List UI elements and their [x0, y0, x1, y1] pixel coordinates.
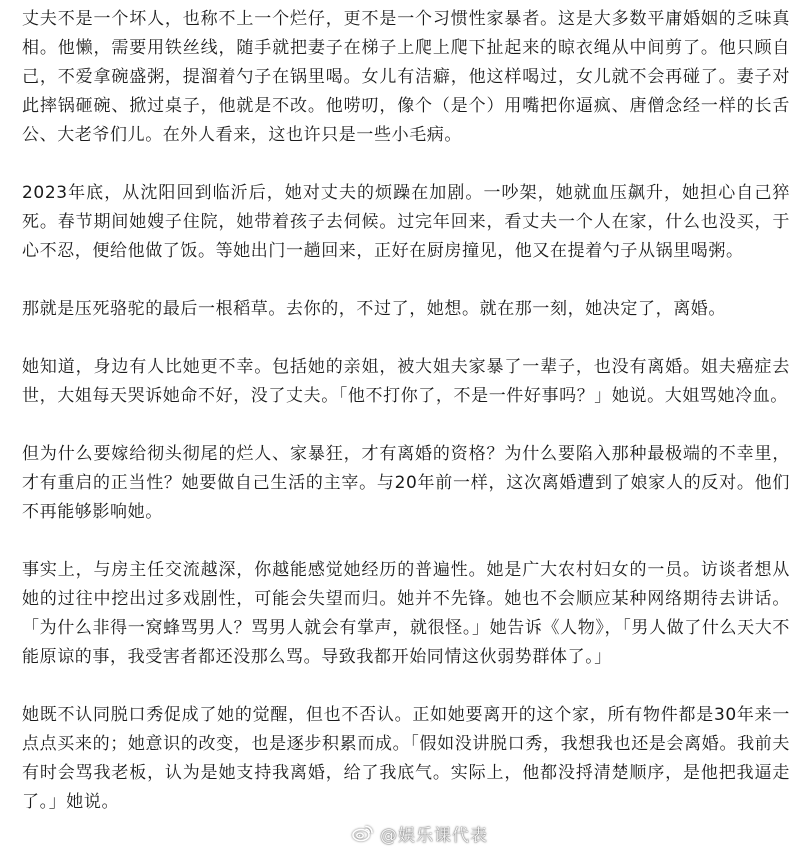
article-body [22, 0, 790, 817]
paragraph: 事实上，与房主任交流越深，你越能感觉她经历的普遍性。她是广大农村妇女的一员。访谈者想从她的过往中挖出过多戏剧性，可能会失望而归。她并不先锋。她也不会顺应某种网络期待去讲话。「为什么非得一窝蜂骂男人？骂男人就会有掌声，就很怪。」她告诉《人物》，「男人做了什么天大不能原谅的事，我受害者都还没那么骂。导致我都开始同情这伙弱势群体了。」 [22, 560, 790, 667]
paragraph: 那就是压死骆驼的最后一根稻草。去你的，不过了，她想。就在那一刻，她决定了，离婚。 [22, 299, 726, 319]
watermark [352, 820, 488, 846]
paragraph: 她既不认同脱口秀促成了她的觉醒，但也不否认。正如她要离开的这个家，所有物件都是30年来一点点买来的；她意识的改变，也是逐步积累而成。「假如没讲脱口秀，我想我也还是会离婚。我前夫有时会骂我老板，认为是她支持我离婚，给了我底气。实际上，他都没捋清楚顺序，是他把我逼走了。」她说。 [22, 705, 790, 812]
paragraph: 2023年底，从沈阳回到临沂后，她对丈夫的烦躁在加剧。一吵架，她就血压飙升，她担心自己猝死。春节期间她嫂子住院，她带着孩子去伺候。过完年回来，看丈夫一个人在家，什么也没买，于心不忍，便给他做了饭。等她出门一趟回来，正好在厨房撞见，他又在提着勺子从锅里喝粥。 [22, 183, 790, 261]
paragraph: 她知道，身边有人比她更不幸。包括她的亲姐，被大姐夫家暴了一辈子，也没有离婚。姐夫癌症去世，大姐每天哭诉她命不好，没了丈夫。「他不打你了，不是一件好事吗？」她说。大姐骂她冷血。 [22, 357, 790, 406]
watermark-text: @娱乐课代表 [380, 825, 488, 846]
paragraph: 但为什么要嫁给彻头彻尾的烂人、家暴狂，才有离婚的资格？为什么要陷入那种最极端的不幸里，才有重启的正当性？她要做自己生活的主宰。与20年前一样，这次离婚遭到了娘家人的反对。他们不再能够影响她。 [22, 444, 790, 522]
weibo-icon [352, 824, 374, 842]
paragraph: 丈夫不是一个坏人，也称不上一个烂仔，更不是一个习惯性家暴者。这是大多数平庸婚姻的乏味真相。他懒，需要用铁丝线，随手就把妻子在梯子上爬上爬下扯起来的晾衣绳从中间剪了。他只顾自己，不爱拿碗盛粥，提溜着勺子在锅里喝。女儿有洁癖，他这样喝过，女儿就不会再碰了。妻子对此摔锅砸碗、掀过桌子，他就是不改。他唠叨，像个（是个）用嘴把你逼疯、唐僧念经一样的长舌公、大老爷们儿。在外人看来，这也许只是一些小毛病。 [22, 9, 790, 145]
